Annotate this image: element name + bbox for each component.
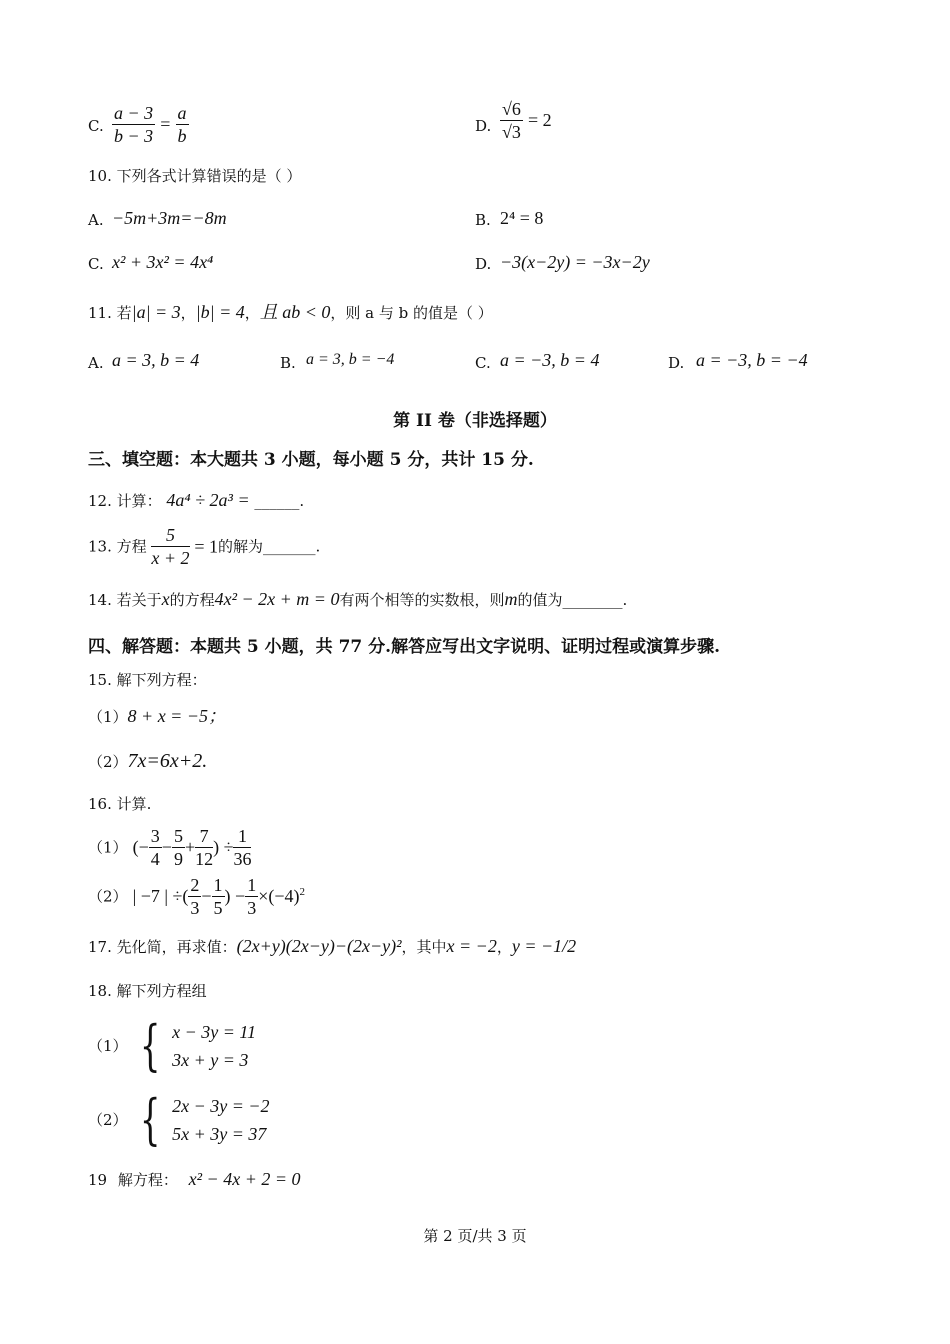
q17-pre: 17. 先化简，再求值： — [88, 938, 237, 956]
q9-option-c-label: C. — [88, 117, 104, 135]
q14-post: 有两个相等的实数根，则 — [339, 591, 505, 609]
q19-pre: 解方程： — [117, 1171, 178, 1189]
q10-stem: 10. 下列各式计算错误的是（ ） — [88, 167, 302, 185]
q17 — [88, 936, 576, 957]
q11-option-b: a = 3, b = −4 — [306, 351, 395, 368]
q11-option-a-label: A. — [88, 354, 104, 372]
q10-option-a-label: A. — [88, 211, 104, 229]
q18-p1-label: （1） — [88, 1037, 128, 1055]
q19 — [88, 1169, 301, 1190]
q14 — [88, 589, 627, 610]
q11-stem-post: ，则 a 与 b 的值是（ ） — [330, 304, 493, 322]
q18-p2-brace: { — [139, 1088, 161, 1151]
q13 — [88, 524, 320, 569]
q12-pre: 12. 计算： — [88, 492, 162, 510]
q15-p1-label: （1） — [88, 708, 128, 726]
q14-end: 的值为________. — [517, 591, 628, 609]
q15-stem: 15. 解下列方程： — [88, 671, 207, 689]
q18-p2-label: （2） — [88, 1111, 128, 1129]
q11-cond3: 且 ab < 0 — [259, 302, 331, 322]
q14-pre: 14. 若关于 — [88, 591, 162, 609]
q14-mid: 的方程 — [169, 591, 215, 609]
q14-var2: m — [504, 589, 518, 609]
q10-option-a: −5m+3m=−8m — [112, 208, 227, 228]
q11-option-d-label: D. — [668, 354, 685, 372]
q17-cond1: x = −2 — [446, 936, 497, 956]
q18-p2-eq2: 5x + 3y = 37 — [172, 1124, 267, 1144]
section3-title: 三、填空题：本大题共 3 小题，每小题 5 分，共计 15 分. — [88, 450, 534, 470]
q19-num: 19 — [88, 1171, 108, 1189]
q16-p2: （2） | −7 | ÷( $\frac{2}{3}$ − $\frac{1}{5}$ ) − $\frac{1}{3}$ $\times(-4)^2$ — [88, 875, 305, 918]
q17-sep: ， — [496, 938, 512, 956]
q13-rhs: = 1 — [194, 536, 218, 557]
q18-p2 — [88, 1088, 270, 1151]
q17-mid: ，其中 — [401, 938, 447, 956]
q11-option-b-label: B. — [280, 354, 296, 372]
q14-var: x — [161, 589, 170, 609]
q10-option-b-label: B. — [475, 211, 491, 229]
page-footer: 第 2 页/共 3 页 — [423, 1227, 527, 1245]
q12-expr: 4a⁴ ÷ 2a³ = — [166, 490, 250, 510]
q18-p1-eq1: x − 3y = 11 — [172, 1022, 257, 1042]
q11-stem: 11. 若|a| = 3，|b| = 4，且 ab < 0，则 a 与 b 的值是（ ） — [88, 302, 493, 322]
q11-option-d: a = −3, b = −4 — [696, 350, 808, 370]
q17-cond2: y = −1/2 — [511, 936, 577, 956]
q11-option-a: a = 3, b = 4 — [112, 350, 200, 370]
q18-stem: 18. 解下列方程组 — [88, 982, 207, 1000]
q15-p1-expr: 8 + x = −5； — [127, 706, 226, 726]
q11-cond1: |a| = 3 — [131, 302, 181, 322]
q9-option-d-expr: $\frac{√6}{√3}$ = 2 — [502, 99, 552, 142]
q15-p2-expr: 7x=6x+2. — [127, 750, 208, 772]
q14-expr: 4x² − 2x + m = 0 — [214, 589, 340, 609]
q16-p1: （1） (− $\frac{3}{4}$ − $\frac{5}{9}$ + $\frac{7}{12}$ ) ÷ $\frac{1}{36}$ — [88, 826, 252, 869]
q13-fraction-denominator: x + 2 — [151, 548, 190, 568]
q12 — [88, 490, 304, 511]
q16-stem: 16. 计算. — [88, 795, 152, 813]
q10-option-c: x² + 3x² = 4x⁴ — [112, 252, 214, 272]
q18-p1-brace: { — [139, 1014, 161, 1077]
q10-option-d: −3(x−2y) = −3x−2y — [500, 252, 650, 272]
q9-option-d-label: D. — [475, 117, 492, 135]
q10-option-b: 2⁴ = 8 — [500, 208, 544, 228]
q16-p2-label: （2） — [88, 887, 128, 906]
q13-pre: 13. 方程 — [88, 537, 147, 556]
q11-stem-pre: 11. 若 — [88, 304, 132, 322]
q11-cond2: |b| = 4 — [195, 302, 245, 322]
q15-p2 — [88, 751, 207, 772]
section4-title: 四、解答题：本题共 5 小题，共 77 分.解答应写出文字说明、证明过程或演算步骤. — [88, 637, 720, 657]
q13-post: 的解为_______. — [217, 537, 321, 556]
q19-expr: x² − 4x + 2 = 0 — [188, 1169, 301, 1189]
q9-option-c-expr: $\frac{a - 3}{b - 3}$ = $\frac{a}{b}$ — [114, 103, 187, 146]
part2-title: 第 II 卷（非选择题） — [393, 411, 557, 431]
q10-option-c-label: C. — [88, 255, 104, 273]
q18-p1 — [88, 1014, 257, 1077]
q15-p1 — [88, 706, 226, 727]
q16-p1-label: （1） — [88, 838, 128, 857]
q18-p1-eq2: 3x + y = 3 — [172, 1050, 249, 1070]
q12-blank: ______. — [254, 492, 305, 510]
q18-p2-eq1: 2x − 3y = −2 — [172, 1096, 270, 1116]
q11-option-c-label: C. — [475, 354, 491, 372]
q10-option-d-label: D. — [475, 255, 492, 273]
q15-p2-label: （2） — [88, 753, 128, 771]
q13-fraction-numerator: 5 — [151, 524, 189, 547]
q11-option-c: a = −3, b = 4 — [500, 350, 600, 370]
q17-expr: (2x+y)(2x−y)−(2x−y)² — [236, 936, 402, 956]
